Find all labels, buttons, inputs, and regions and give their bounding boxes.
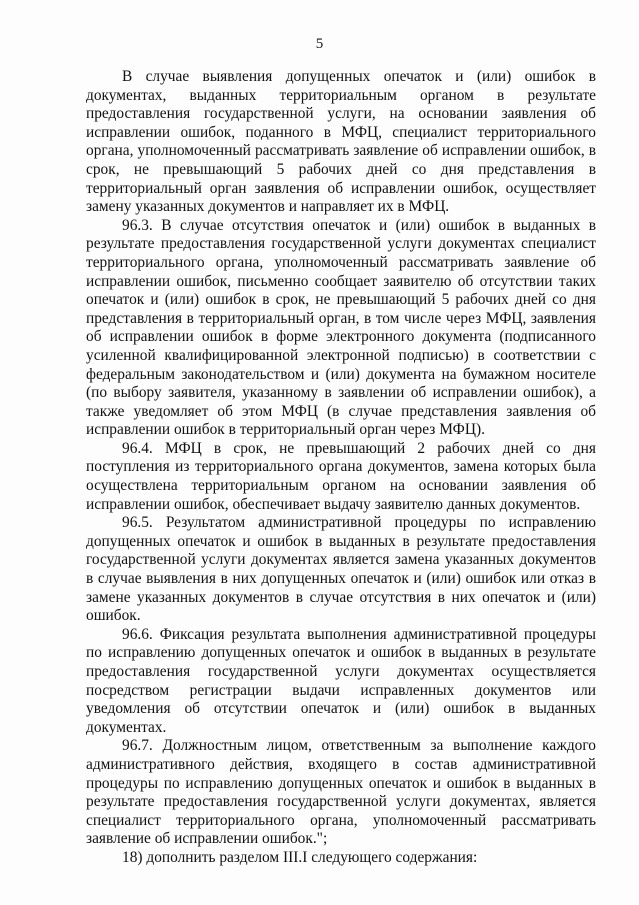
document-body xyxy=(86,68,596,868)
paragraph-error-correction-mfc: В случае выявления допущенных опечаток и (или) ошибок в документах, выданных территориальным органом в результате предоставления государственной услуги, на основании заявления об исправлении ошибок, поданного в МФЦ, специалист территориального органа, уполномоченный рассматривать заявление об исправлении ошибок, в срок, не превышающий 5 рабочих дней со дня представления в территориальный орган заявления об исправлении ошибок, осуществляет замену указанных документов и направляет их в МФЦ. xyxy=(86,68,596,216)
paragraph-item-18: 18) дополнить разделом III.I следующего содержания: xyxy=(122,848,478,866)
paragraph-96-5: 96.5. Результатом административной процедуры по исправлению допущенных опечаток и ошибок в выданных в результате предоставления государственной услуги документах является замена указанных документов в случае выявления в них допущенных опечаток и (или) ошибок или отказ в замене указанных документов в случае отсутствия в них опечаток и (или) ошибок. xyxy=(86,514,596,625)
paragraph-96-6: 96.6. Фиксация результата выполнения административной процедуры по исправлению допущенных опечаток и ошибок в выданных в результате предоставления государственной услуги документах осуществляется посредством регистрации выдачи исправленных документов или уведомления об отсутствии опечаток и (или) ошибок в выданных документах. xyxy=(86,625,596,736)
page-number: 5 xyxy=(315,36,324,52)
paragraph-96-4: 96.4. МФЦ в срок, не превышающий 2 рабочих дней со дня поступления из территориального органа документов, замена которых была осуществлена территориальным органом на основании заявления об исправлении ошибок, обеспечивает выдачу заявителю данных документов. xyxy=(86,439,596,513)
paragraph-96-7: 96.7. Должностным лицом, ответственным за выполнение каждого административного действия, входящего в состав административной процедуры по исправлению допущенных опечаток и ошибок в выданных в результате предоставления государственной услуги документах, является специалист территориального органа, уполномоченный рассматривать заявление об исправлении ошибок."; xyxy=(86,737,596,848)
paragraph-96-3: 96.3. В случае отсутствия опечаток и (или) ошибок в выданных в результате предоставления государственной услуги документах специалист территориального органа, уполномоченный рассматривать заявление об исправлении ошибок, письменно сообщает заявителю об отсутствии таких опечаток и (или) ошибок в срок, не превышающий 5 рабочих дней со дня представления в территориальный орган, в том числе через МФЦ, заявления об исправлении ошибок в форме электронного документа (подписанного усиленной квалифицированной электронной подписью) в соответствии с федеральным законодательством и (или) документа на бумажном носителе (по выбору заявителя, указанному в заявлении об исправлении ошибок), а также уведомляет об этом МФЦ (в случае представления заявления об исправлении ошибок в территориальный орган через МФЦ). xyxy=(86,216,596,439)
